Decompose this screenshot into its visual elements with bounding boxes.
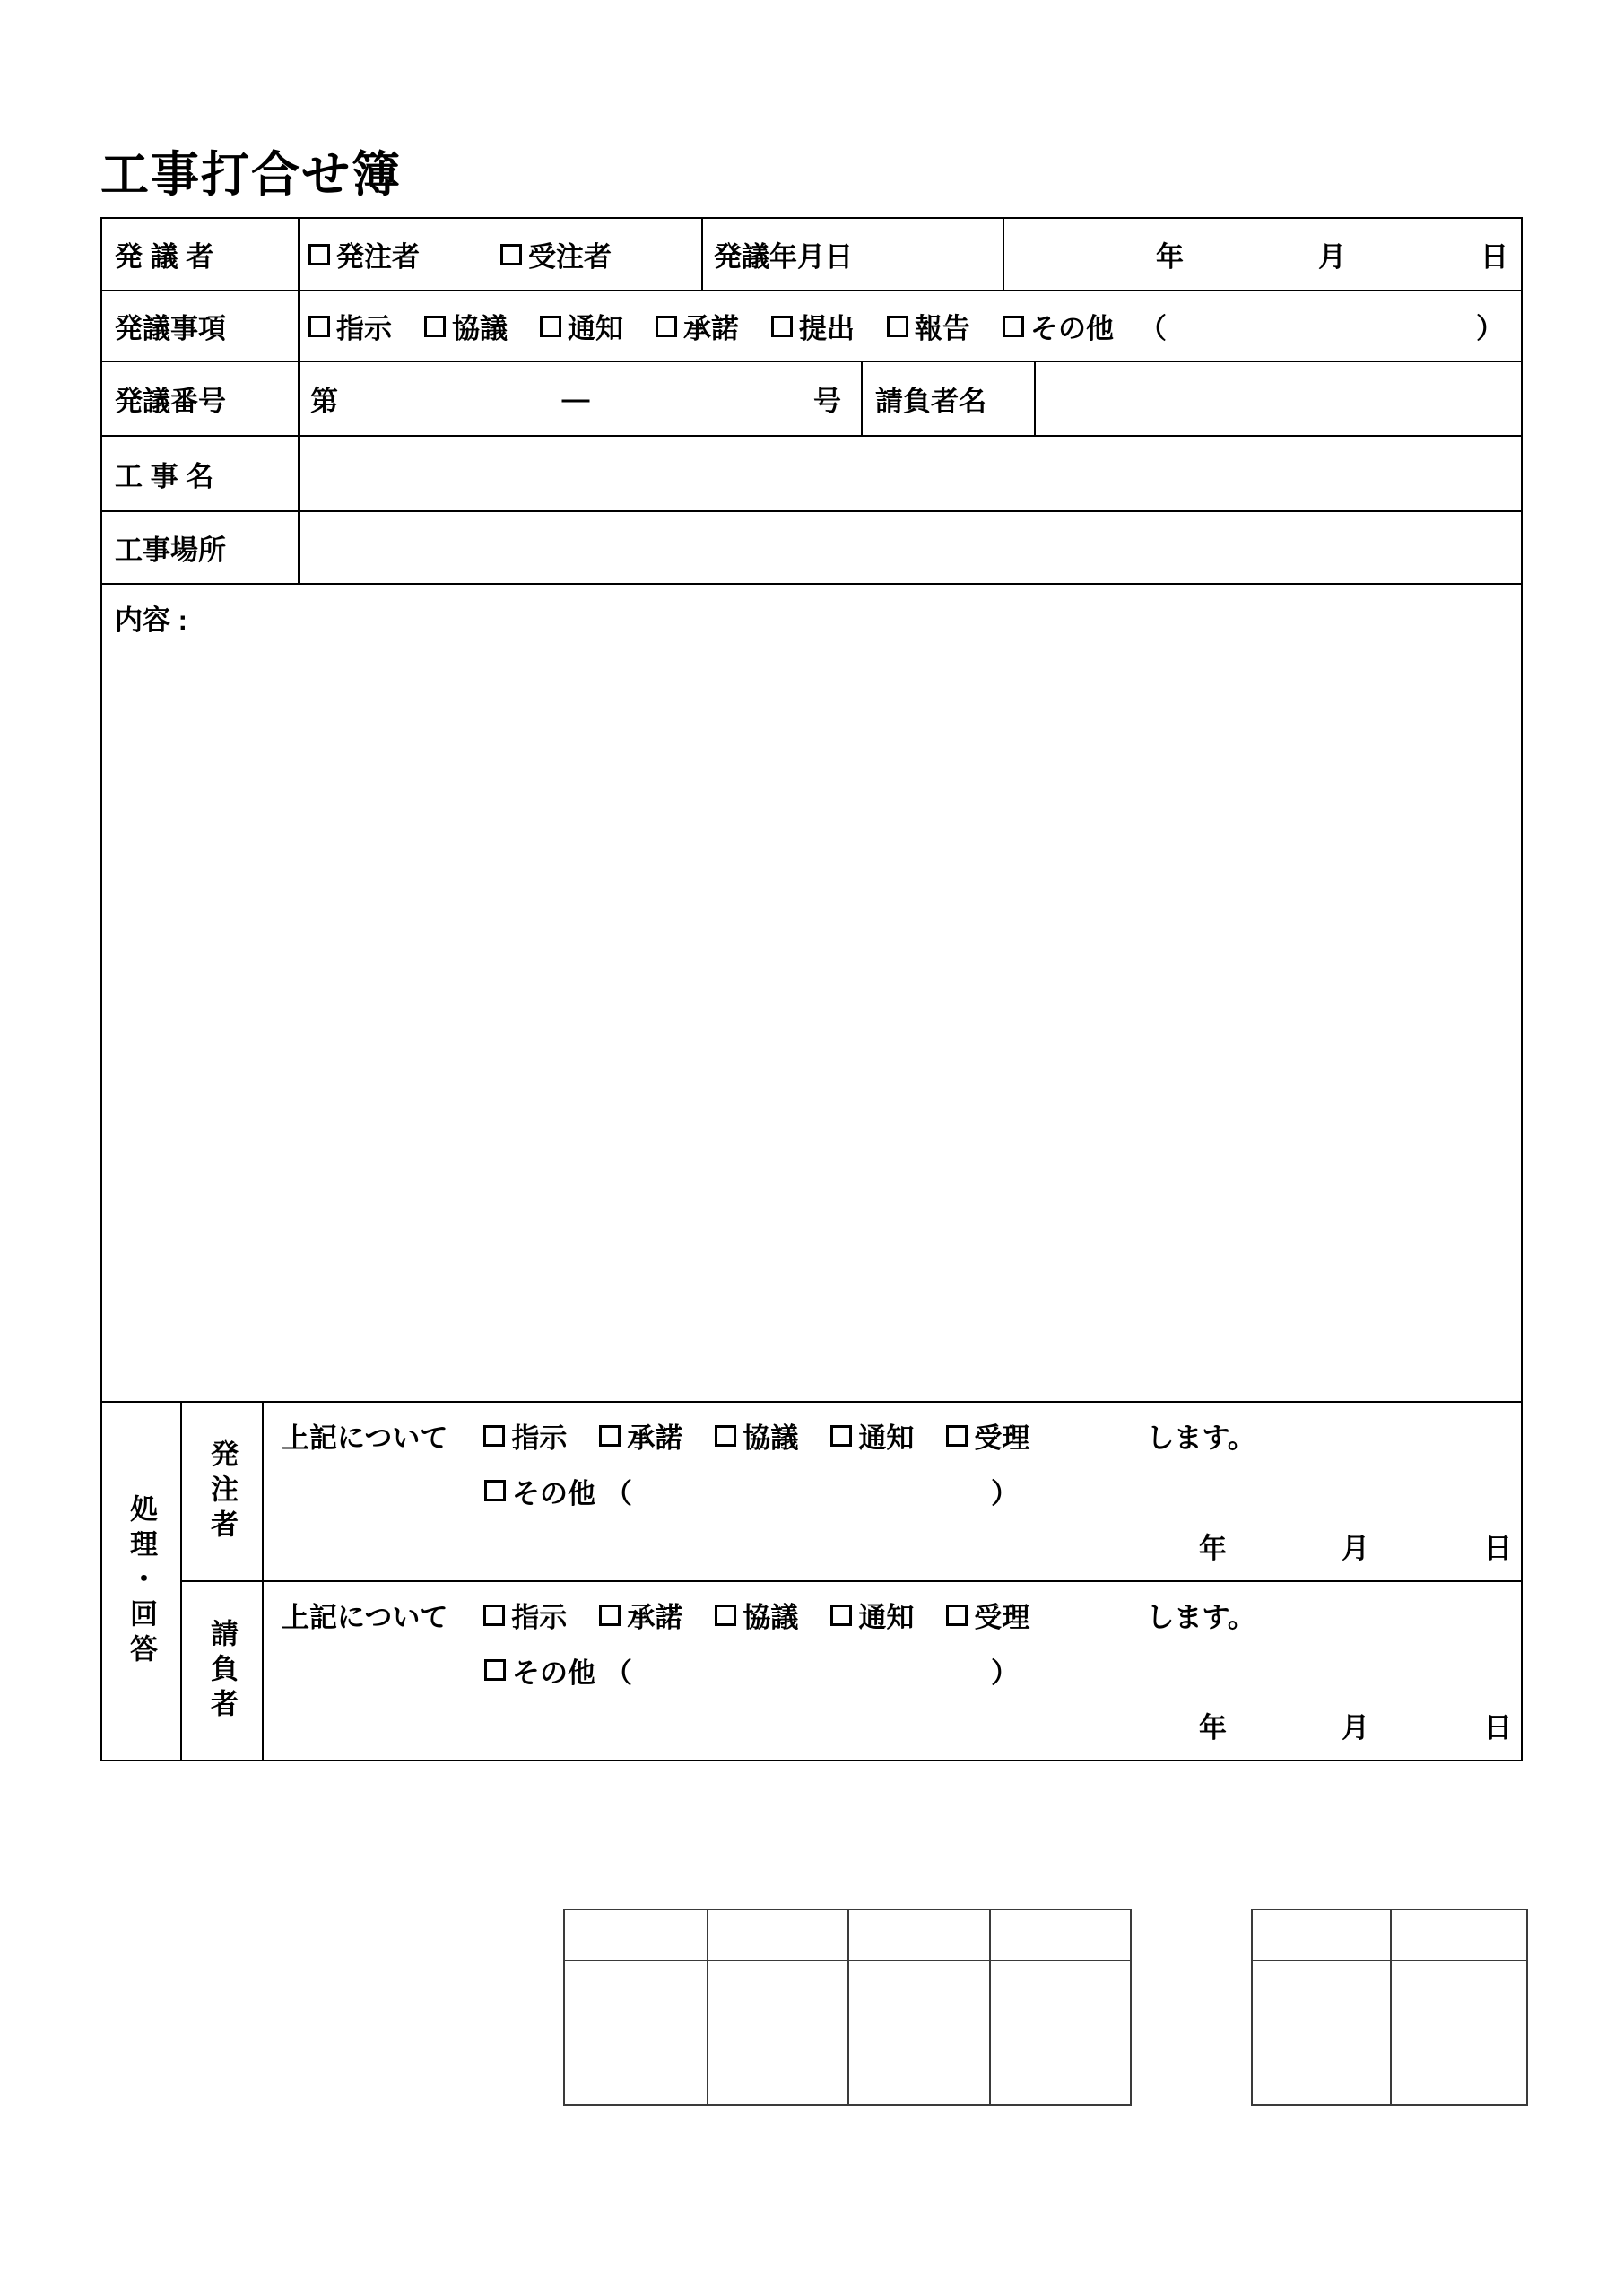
- checkbox-label: 協議: [452, 313, 508, 344]
- checkbox-label: 受注者: [528, 241, 612, 273]
- proposer-label: 発 議 者: [115, 241, 214, 273]
- date-unit-year: 年: [1156, 241, 1184, 273]
- checkbox-item-acceptance[interactable]: [946, 1595, 1029, 1635]
- checkbox-icon[interactable]: [830, 1425, 852, 1447]
- date-unit-month: 月: [1342, 1712, 1369, 1744]
- checkbox-item-instruction[interactable]: [308, 306, 392, 346]
- response-prefix: 上記について: [282, 1602, 448, 1633]
- checkbox-icon[interactable]: [887, 316, 908, 337]
- content-field[interactable]: [102, 585, 1521, 1401]
- checkbox-label: 通知: [568, 313, 623, 344]
- number-suffix: 号: [813, 386, 841, 417]
- project-location-label: 工事場所: [115, 535, 226, 566]
- checkbox-icon[interactable]: [946, 1425, 968, 1447]
- checkbox-icon[interactable]: [599, 1425, 621, 1447]
- response-content: [264, 1403, 1521, 1580]
- checkbox-item-contractor[interactable]: [500, 234, 612, 274]
- approval-stamp-table-left: [563, 1909, 1132, 2106]
- response-line-options: [282, 1595, 1521, 1635]
- paren-close: ）: [1476, 313, 1504, 344]
- checkbox-icon[interactable]: [500, 244, 522, 265]
- checkbox-item-instruction[interactable]: [483, 1595, 567, 1635]
- checkbox-label: 提出: [799, 313, 855, 344]
- checkbox-item-consultation[interactable]: [424, 306, 508, 346]
- response-row-contractor: [182, 1580, 1521, 1760]
- checkbox-label: その他: [1030, 313, 1114, 344]
- checkbox-icon[interactable]: [715, 1605, 736, 1626]
- checkbox-item-other[interactable]: [1003, 306, 1504, 346]
- page-title: 工事打合せ簿: [100, 148, 402, 202]
- checkbox-label: 指示: [336, 313, 392, 344]
- checkbox-label: 通知: [858, 1602, 915, 1633]
- response-suffix: します。: [1146, 1602, 1255, 1633]
- party-label: 発注者: [206, 1439, 238, 1544]
- project-name-row: [102, 435, 1521, 510]
- checkbox-label: 通知: [858, 1422, 915, 1454]
- number-dash: —: [561, 382, 590, 414]
- stamp-cell[interactable]: [565, 1960, 707, 2104]
- matter-label: 発議事項: [115, 313, 226, 344]
- checkbox-label: 報告: [915, 313, 970, 344]
- proposer-row: [102, 219, 1521, 290]
- checkbox-icon[interactable]: [771, 316, 793, 337]
- checkbox-label: 協議: [743, 1422, 799, 1454]
- number-row: [102, 361, 1521, 435]
- paren-open: （: [604, 1477, 632, 1509]
- checkbox-label: 受理: [974, 1602, 1030, 1633]
- date-unit-month: 月: [1318, 241, 1346, 273]
- number-prefix: 第: [310, 386, 338, 417]
- checkbox-label: 承諾: [683, 313, 739, 344]
- checkbox-item-instruction[interactable]: [483, 1415, 567, 1456]
- checkbox-icon[interactable]: [483, 1425, 505, 1447]
- stamp-cell[interactable]: [1390, 1910, 1527, 1960]
- response-options: [483, 1415, 1029, 1456]
- checkbox-label: 承諾: [627, 1422, 683, 1454]
- date-unit-year: 年: [1199, 1712, 1227, 1744]
- response-options: [483, 1595, 1029, 1635]
- response-date-field[interactable]: [282, 1526, 1521, 1566]
- checkbox-label: 発注者: [336, 241, 420, 273]
- checkbox-item-consultation[interactable]: [715, 1415, 798, 1456]
- proposal-date-field[interactable]: [1003, 219, 1521, 290]
- project-name-label: 工 事 名: [115, 460, 214, 492]
- project-location-row: [102, 510, 1521, 583]
- checkbox-icon[interactable]: [424, 316, 446, 337]
- proposer-options-cell: [298, 219, 701, 290]
- checkbox-icon[interactable]: [946, 1605, 968, 1626]
- date-unit-month: 月: [1342, 1533, 1369, 1564]
- checkbox-icon[interactable]: [540, 316, 561, 337]
- response-section: [102, 1401, 1521, 1760]
- checkbox-item-notice[interactable]: [830, 1415, 914, 1456]
- stamp-cell[interactable]: [565, 1910, 707, 1960]
- project-name-field[interactable]: [298, 437, 1521, 510]
- checkbox-label: その他: [512, 1657, 595, 1689]
- stamp-cell[interactable]: [847, 1910, 989, 1960]
- checkbox-item-approval[interactable]: [599, 1415, 682, 1456]
- date-unit-day: 日: [1484, 1712, 1512, 1744]
- paren-close: ）: [991, 1477, 1019, 1509]
- paren-close: ）: [991, 1657, 1019, 1689]
- checkbox-item-notice[interactable]: [830, 1595, 914, 1635]
- response-suffix: します。: [1146, 1422, 1255, 1454]
- main-form-table: [100, 217, 1523, 1761]
- checkbox-icon[interactable]: [484, 1659, 506, 1681]
- checkbox-item-approval[interactable]: [656, 306, 739, 346]
- response-prefix: 上記について: [282, 1422, 448, 1454]
- checkbox-label: 受理: [974, 1422, 1030, 1454]
- party-cell: [182, 1403, 264, 1580]
- stamp-cell[interactable]: [1253, 1910, 1390, 1960]
- checkbox-item-acceptance[interactable]: [946, 1415, 1029, 1456]
- checkbox-icon[interactable]: [1003, 316, 1024, 337]
- approval-stamp-table-right: [1251, 1909, 1528, 2106]
- party-cell: [182, 1582, 264, 1760]
- contractor-name-label: 請負者名: [861, 362, 1034, 435]
- checkbox-icon[interactable]: [599, 1605, 621, 1626]
- checkbox-item-consultation[interactable]: [715, 1595, 798, 1635]
- checkbox-label: 指示: [511, 1602, 568, 1633]
- stamp-cell[interactable]: [989, 1960, 1131, 2104]
- checkbox-item-orderer[interactable]: [308, 234, 420, 274]
- checkbox-label: 承諾: [627, 1602, 683, 1633]
- paren-open: （: [604, 1657, 632, 1689]
- checkbox-icon[interactable]: [308, 244, 330, 265]
- checkbox-item-submission[interactable]: [771, 306, 855, 346]
- proposal-date-label: 発議年月日: [701, 219, 1003, 290]
- checkbox-item-other[interactable]: [484, 1650, 595, 1691]
- party-label: 請負者: [206, 1618, 238, 1724]
- stamp-cell[interactable]: [1390, 1960, 1527, 2104]
- response-line-options: [282, 1415, 1521, 1456]
- matter-row: [102, 290, 1521, 361]
- number-label: 発議番号: [115, 386, 226, 417]
- stamp-cell[interactable]: [707, 1960, 848, 2104]
- checkbox-item-notice[interactable]: [540, 306, 623, 346]
- response-section-label: 処理・回答: [126, 1493, 157, 1669]
- stamp-cell[interactable]: [847, 1960, 989, 2104]
- checkbox-label: 指示: [511, 1422, 568, 1454]
- response-row-orderer: [182, 1403, 1521, 1580]
- response-rows: [180, 1403, 1521, 1760]
- project-location-field[interactable]: [298, 512, 1521, 583]
- response-line-other: [282, 1650, 1521, 1691]
- checkbox-label: その他: [512, 1477, 595, 1509]
- stamp-cell[interactable]: [707, 1910, 848, 1960]
- date-unit-day: 日: [1481, 241, 1508, 273]
- checkbox-icon[interactable]: [483, 1605, 505, 1626]
- checkbox-icon[interactable]: [830, 1605, 852, 1626]
- response-content: [264, 1582, 1521, 1760]
- number-field[interactable]: [298, 362, 861, 435]
- stamp-cell[interactable]: [1253, 1960, 1390, 2104]
- checkbox-item-report[interactable]: [887, 306, 970, 346]
- checkbox-icon[interactable]: [656, 316, 677, 337]
- content-row: [102, 583, 1521, 1401]
- content-label: 内容 :: [115, 604, 187, 636]
- stamp-cell[interactable]: [989, 1910, 1131, 1960]
- date-unit-day: 日: [1484, 1533, 1512, 1564]
- contractor-name-field[interactable]: [1034, 362, 1521, 435]
- response-section-label-cell: [102, 1403, 180, 1760]
- checkbox-item-other[interactable]: [484, 1471, 595, 1511]
- checkbox-icon[interactable]: [715, 1425, 736, 1447]
- checkbox-icon[interactable]: [484, 1480, 506, 1501]
- response-date-field[interactable]: [282, 1705, 1521, 1745]
- paren-open: （: [1139, 313, 1167, 344]
- checkbox-label: 協議: [743, 1602, 799, 1633]
- response-line-other: [282, 1471, 1521, 1511]
- checkbox-item-approval[interactable]: [599, 1595, 682, 1635]
- matter-options-cell: [298, 291, 1521, 361]
- checkbox-icon[interactable]: [308, 316, 330, 337]
- date-unit-year: 年: [1199, 1533, 1227, 1564]
